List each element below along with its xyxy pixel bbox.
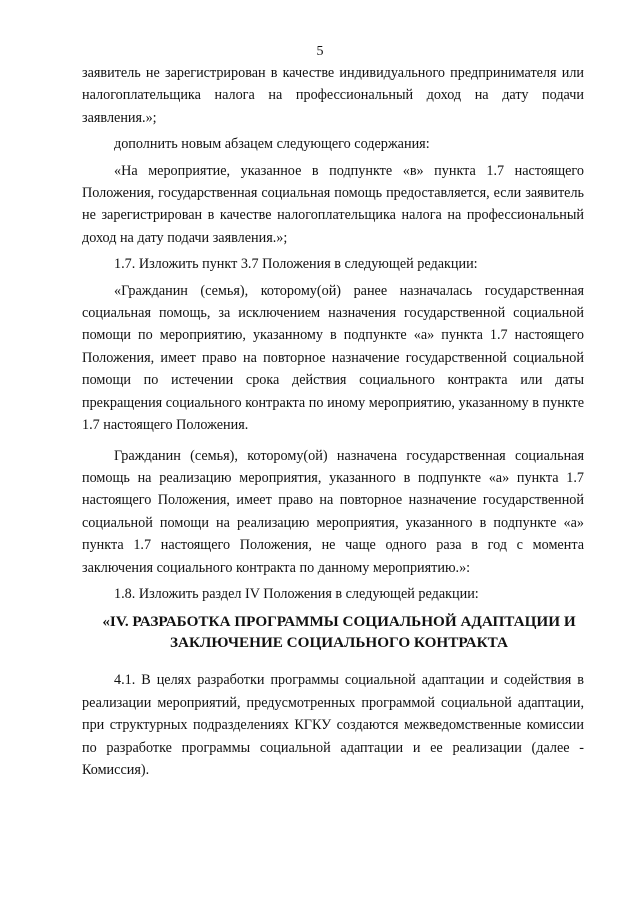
paragraph-measure-v: «На мероприятие, указанное в подпункте «в» пункта 1.7 настоящего Положения, государственная социальная помощь предоставляется, если заявитель не зарегистрирован в качестве налогоплательщика налога на профессиональный доход на дату подачи заявления.»; — [82, 162, 584, 246]
paragraph-measure-a-repeat: Гражданин (семья), которому(ой) назначена государственная социальная помощь на реализацию мероприятия, указанного в подпункте «а» пункта 1.7 настоящего Положения, имеет право на повторное назначение государственной социальной помощи на реализацию мероприятия, указанного в подпункте «а» пункта 1.7 настоящего Положения, не чаще одного раза в год с момента заключения социального контракта по данному мероприятию.»: — [82, 447, 584, 576]
paragraph-repeat-assignment: «Гражданин (семья), которому(ой) ранее назначалась государственная социальная помощь, за исключением назначения государственной социальной помощи по мероприятию, указанному в подпункте «а» пункта 1.7 настоящего Положения, имеет право на повторное назначение государственной социальной помощи по истечении срока действия социального контракта или даты прекращения социального контракта по иному мероприятию, указанному в пункте 1.7 настоящего Положения. — [82, 282, 584, 434]
paragraph-4-1: 4.1. В целях разработки программы социальной адаптации и содействия в реализации мероприятий, предусмотренных программой социальной адаптации, при структурных подразделениях КГКУ создаются межведомственные комиссии по разработке программы социальной адаптации и ее реализации (далее - Комиссия). — [82, 672, 584, 778]
page-number: 5 — [316, 44, 324, 59]
paragraph-item-1-8: 1.8. Изложить раздел IV Положения в следующей редакции: — [114, 585, 479, 602]
paragraph-applicant-not-registered: заявитель не зарегистрирован в качестве индивидуального предпринимателя или налогоплательщика налога на профессиональный доход на дату подачи заявления.»; — [82, 65, 584, 126]
section-heading-line-1: «IV. РАЗРАБОТКА ПРОГРАММЫ СОЦИАЛЬНОЙ АДАПТАЦИИ И — [102, 613, 576, 631]
section-heading — [82, 611, 584, 653]
paragraph-add-new-abzac: дополнить новым абзацем следующего содержания: — [114, 136, 430, 153]
document-body — [82, 62, 584, 781]
section-heading-line-2: ЗАКЛЮЧЕНИЕ СОЦИАЛЬНОГО КОНТРАКТА — [170, 634, 508, 652]
paragraph-item-1-7: 1.7. Изложить пункт 3.7 Положения в следующей редакции: — [114, 256, 478, 273]
